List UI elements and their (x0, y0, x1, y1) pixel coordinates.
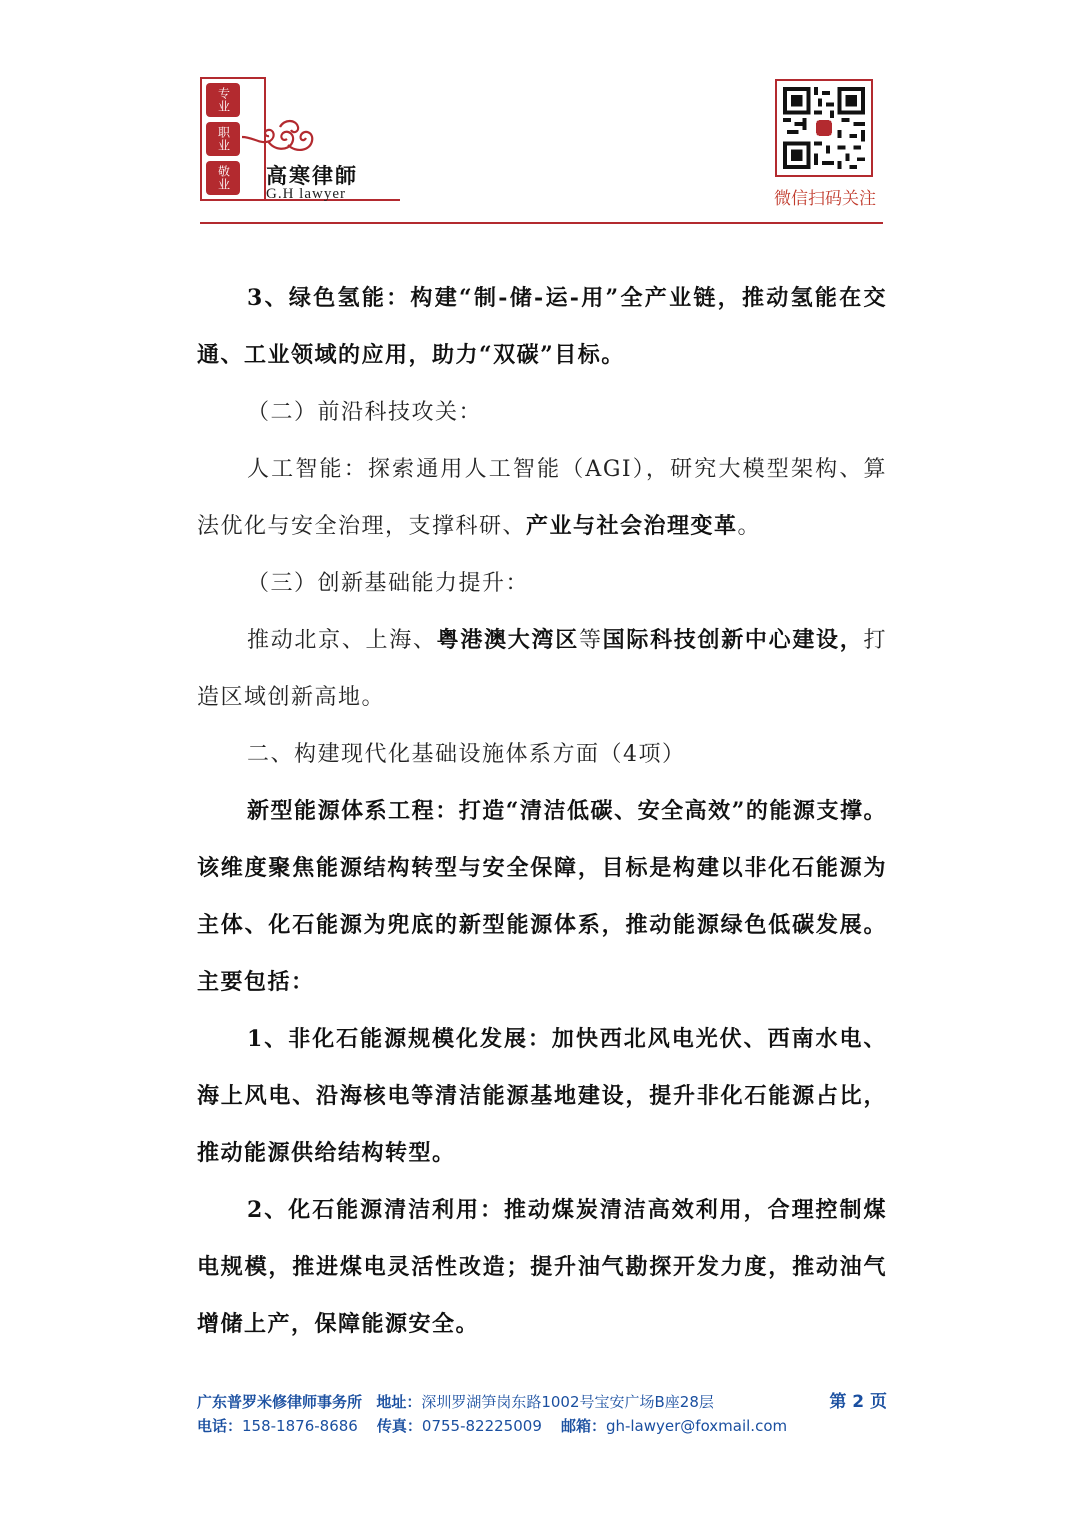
cloud-ornament-icon (240, 115, 320, 161)
footer-row-contact (197, 1414, 887, 1438)
page-footer (197, 1390, 887, 1438)
footer-email-label: 邮箱： (560, 1417, 606, 1435)
footer-address: 深圳罗湖笋岗东路1002号宝安广场B座28层 (421, 1393, 714, 1411)
footer-fax: 0755-82225009 (421, 1417, 542, 1435)
subheading-innovation-capability: （三）创新基础能力提升： (247, 571, 530, 596)
qr-code-icon (775, 79, 873, 177)
centers-gba-emphasis: 粤港澳大湾区 (436, 627, 579, 653)
footer-tel: 158-1876-8686 (242, 1417, 358, 1435)
header-divider (200, 222, 883, 224)
footer-firm-name: 广东普罗米修律师事务所 (197, 1393, 363, 1411)
footer-tel-label: 电话： (197, 1417, 243, 1435)
paragraph-ai-end: 。 (737, 514, 762, 539)
paragraph-ai-text: 人工智能：探索通用人工智能（AGI），研究大模型架构、算法优化与安全治理，支撑科研、 (197, 457, 887, 539)
paragraph-ai-emphasis: 产业与社会治理变革 (526, 513, 738, 539)
page-number: 第 2 页 (829, 1392, 887, 1412)
paragraph-green-hydrogen: 3、绿色氢能：构建“制-储-运-用”全产业链，推动氢能在交通、工业领域的应用，助力“双碳”目标。 (197, 285, 887, 368)
footer-address-label: 地址： (376, 1393, 422, 1411)
paragraph-non-fossil-energy: 1、非化石能源规模化发展：加快西北风电光伏、西南水电、海上风电、沿海核电等清洁能源基地建设，提升非化石能源占比，推动能源供给结构转型。 (197, 1026, 887, 1166)
paragraph-fossil-clean-use: 2、化石能源清洁利用：推动煤炭清洁高效利用，合理控制煤电规模，推进煤电灵活性改造；提升油气勘探开发力度，推动油气增储上产，保障能源安全。 (197, 1197, 887, 1337)
footer-row-address (197, 1390, 887, 1414)
brand-name-cn: 高寒律師 (266, 163, 358, 188)
centers-text-3: 打造区域创新高地。 (197, 628, 887, 710)
logo-seal-1: 专业 (206, 83, 240, 117)
subheading-frontier-tech: （二）前沿科技攻关： (247, 400, 483, 425)
logo-seal-3: 敬业 (206, 161, 240, 195)
centers-text-1: 推动北京、上海、 (247, 628, 437, 653)
paragraph-innovation-centers (197, 612, 887, 726)
paragraph-ai (197, 441, 887, 555)
brand-name-en: G.H lawyer (266, 186, 346, 202)
paragraph-new-energy-system: 新型能源体系工程：打造“清洁低碳、安全高效”的能源支撑。该维度聚焦能源结构转型与安全保障，目标是构建以非化石能源为主体、化石能源为兜底的新型能源体系，推动能源绿色低碳发展。主要包括： (197, 798, 887, 995)
centers-emphasis: 国际科技创新中心建设， (602, 627, 864, 653)
logo-seal-2: 职业 (206, 122, 240, 156)
centers-text-2: 等 (578, 628, 603, 653)
footer-email[interactable]: gh-lawyer@foxmail.com (605, 1417, 788, 1435)
section-heading-infrastructure: 二、构建现代化基础设施体系方面（4项） (247, 742, 686, 767)
footer-fax-label: 传真： (376, 1417, 422, 1435)
qr-caption: 微信扫码关注 (774, 189, 876, 209)
